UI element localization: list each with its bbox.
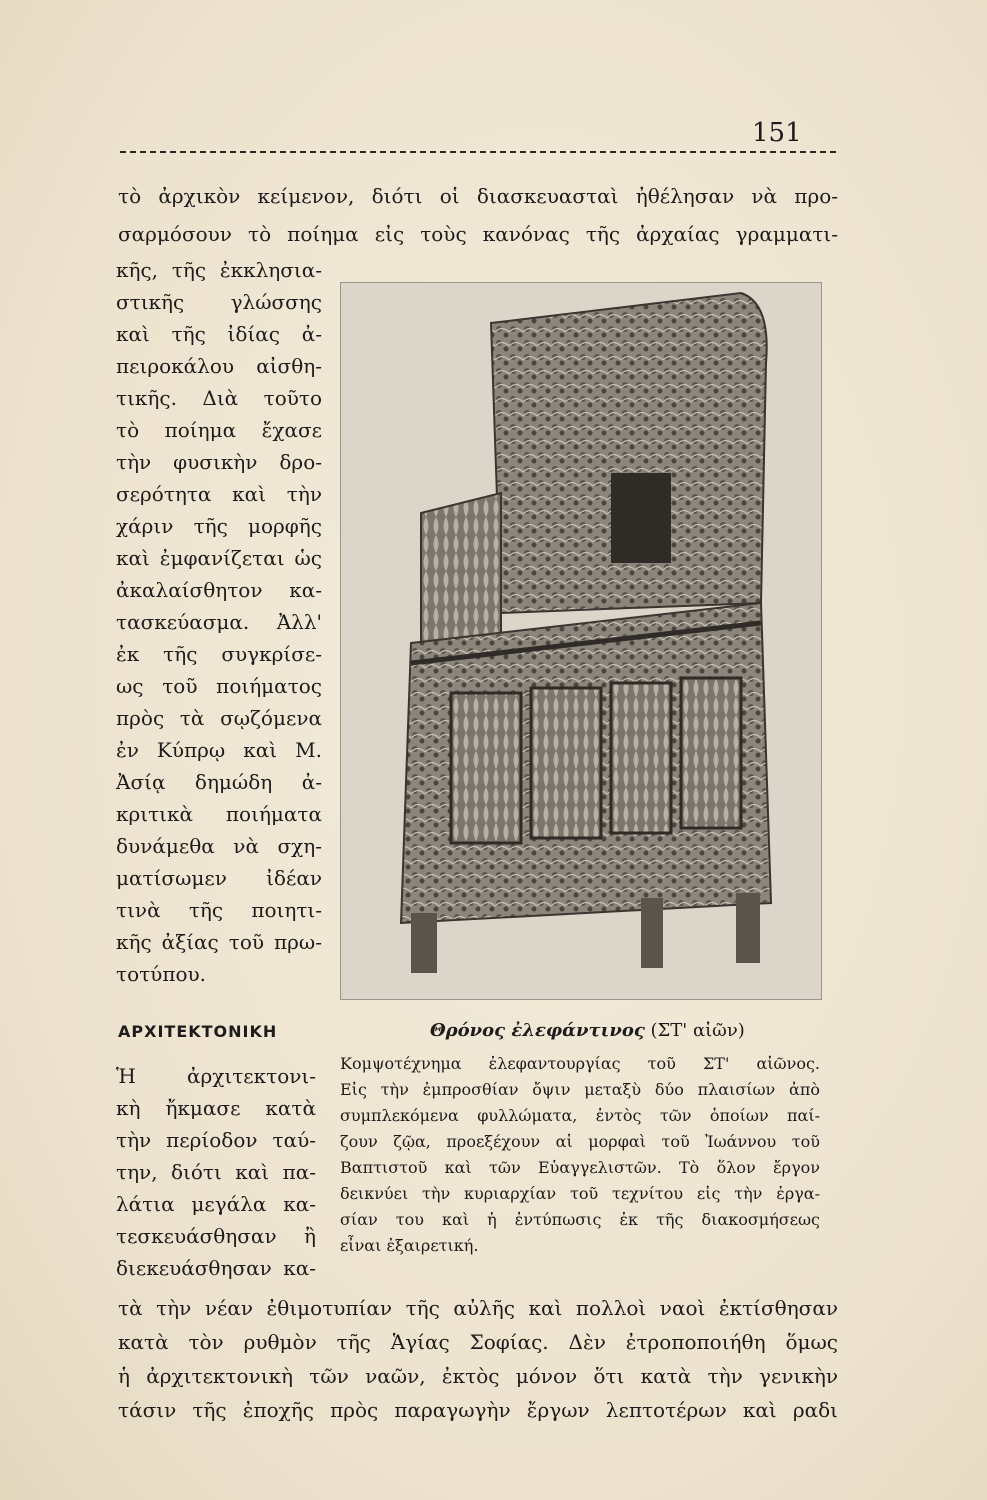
- column-line: στικῆς γλώσσης: [116, 290, 322, 314]
- architecture-line: διεκευάσθησαν κα-: [116, 1256, 316, 1280]
- caption-title-rest: (ΣΤ' αἰῶν): [650, 1020, 745, 1041]
- column-line: ως τοῦ ποιήματος: [116, 674, 322, 698]
- column-line: ἐν Κύπρῳ καὶ Μ.: [116, 738, 322, 762]
- caption-line: Βαπτιστοῦ καὶ τῶν Εὐαγγελιστῶν. Τὸ ὅλον ἔργον: [340, 1158, 820, 1177]
- header-rule: [120, 151, 836, 153]
- column-line: καὶ τῆς ἰδίας ἀ-: [116, 322, 322, 346]
- column-line: δυνάμεθα νὰ σχη-: [116, 834, 322, 858]
- column-line: τικῆς. Διὰ τοῦτο: [116, 386, 322, 410]
- architecture-line: την, διότι καὶ πα-: [116, 1160, 316, 1184]
- body-line: ἡ ἀρχιτεκτονικὴ τῶν ναῶν, ἐκτὸς μόνον ὅτι κατὰ τὴν γενικὴν: [118, 1364, 838, 1388]
- architecture-line: Ἡ ἀρχιτεκτονι-: [116, 1064, 316, 1088]
- body-line: κατὰ τὸν ρυθμὸν τῆς Ἁγίας Σοφίας. Δὲν ἐτροποποιήθη ὅμως: [118, 1330, 838, 1354]
- column-line: ἀκαλαίσθητον κα-: [116, 578, 322, 602]
- column-line: τασκεύασμα. Ἀλλ': [116, 610, 322, 634]
- carved-ivory-throne-icon: [341, 283, 821, 999]
- caption-line: συμπλεκόμενα φυλλώματα, ἐντὸς τῶν ὁποίων παί-: [340, 1106, 820, 1125]
- column-line: τὴν φυσικὴν δρο-: [116, 450, 322, 474]
- column-line: ματίσωμεν ἰδέαν: [116, 866, 322, 890]
- caption-line: σίαν του καὶ ἡ ἐντύπωσις ἐκ τῆς διακοσμήσεως: [340, 1210, 820, 1229]
- column-line: τινὰ τῆς ποιητι-: [116, 898, 322, 922]
- column-line: πρὸς τὰ σῳζόμενα: [116, 706, 322, 730]
- caption-line: Εἰς τὴν ἐμπροσθίαν ὄψιν μεταξὺ δύο πλαισίων ἀπὸ: [340, 1080, 820, 1099]
- throne-photo: [340, 282, 822, 1000]
- column-line: πειροκάλου αἰσθη-: [116, 354, 322, 378]
- caption-title: [430, 1020, 745, 1041]
- body-line: τὰ τὴν νέαν ἐθιμοτυπίαν τῆς αὐλῆς καὶ πολλοὶ ναοὶ ἐκτίσθησαν: [118, 1296, 838, 1320]
- body-line: τάσιν τῆς ἐποχῆς πρὸς παραγωγὴν ἔργων λεπτοτέρων καὶ ραδι: [118, 1398, 838, 1422]
- body-line: σαρμόσουν τὸ ποίημα εἰς τοὺς κανόνας τῆς ἀρχαίας γραμματι-: [118, 222, 838, 246]
- page-number: 151: [752, 118, 802, 148]
- column-line: τὸ ποίημα ἔχασε: [116, 418, 322, 442]
- caption-line: εἶναι ἐξαιρετική.: [340, 1236, 479, 1255]
- caption-title-italic: Θρόνος ἐλεφάντινος: [430, 1020, 645, 1041]
- architecture-line: κὴ ἤκμασε κατὰ: [116, 1096, 316, 1120]
- column-line: ἐκ τῆς συγκρίσε-: [116, 642, 322, 666]
- architecture-line: τεσκευάσθησαν ἢ: [116, 1224, 316, 1248]
- section-heading: ΑΡΧΙΤΕΚΤΟΝΙΚΗ: [118, 1022, 278, 1041]
- column-line: κῆς, τῆς ἐκκλησια-: [116, 258, 322, 282]
- column-line: κῆς ἀξίας τοῦ πρω-: [116, 930, 322, 954]
- column-line: σερότητα καὶ τὴν: [116, 482, 322, 506]
- caption-line: ζουν ζῷα, προεξέχουν αἱ μορφαὶ τοῦ Ἰωάννου τοῦ: [340, 1132, 820, 1151]
- column-line: τοτύπου.: [116, 962, 207, 986]
- architecture-line: τὴν περίοδον ταύ-: [116, 1128, 316, 1152]
- caption-line: Κομψοτέχνημα ἐλεφαντουργίας τοῦ ΣΤ' αἰῶνος.: [340, 1054, 820, 1073]
- body-line: τὸ ἀρχικὸν κείμενον, διότι οἱ διασκευασταὶ ἠθέλησαν νὰ προ-: [118, 184, 838, 208]
- column-line: Ἀσίᾳ δημώδη ἀ-: [116, 770, 322, 794]
- caption-line: δεικνύει τὴν κυριαρχίαν τοῦ τεχνίτου εἰς τὴν ἐργα-: [340, 1184, 820, 1203]
- column-line: κριτικὰ ποιήματα: [116, 802, 322, 826]
- column-line: καὶ ἐμφανίζεται ὡς: [116, 546, 322, 570]
- architecture-line: λάτια μεγάλα κα-: [116, 1192, 316, 1216]
- column-line: χάριν τῆς μορφῆς: [116, 514, 322, 538]
